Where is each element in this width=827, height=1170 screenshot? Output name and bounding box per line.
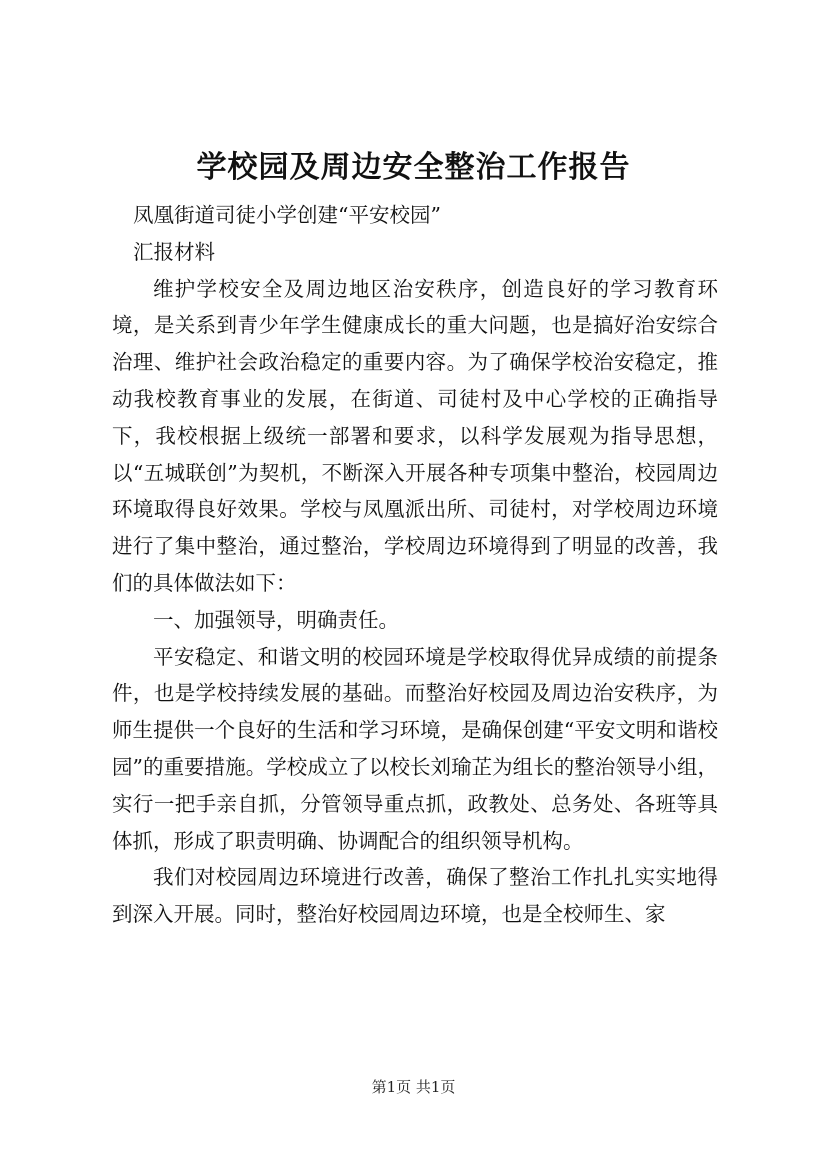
document-body (112, 197, 718, 933)
subtitle-line-2: 汇报材料 (133, 239, 215, 264)
paragraph-continued: 我们对校园周边环境进行改善，确保了整治工作扎扎实实地得到深入开展。同时，整治好校园周边环境，也是全校师生、家 (112, 865, 718, 927)
page-footer: 第1页 共1页 (371, 1078, 456, 1096)
section-heading-1: 一、加强领导，明确责任。 (153, 607, 399, 632)
subtitle-line-1: 凤凰街道司徒小学创建“平安校园” (133, 203, 441, 227)
paragraph-section-1: 平安稳定、和谐文明的校园环境是学校取得优异成绩的前提条件，也是学校持续发展的基础。而整治好校园及周边治安秩序，为师生提供一个良好的生活和学习环境，是确保创建“平安文明和谐校园”的重要措施。学校成立了以校长刘瑜芷为组长的整治领导小组，实行一把手亲自抓，分管领导重点抓，政教处、总务处、各班等具体抓，形成了职责明确、协调配合的组织领导机构。 (112, 644, 718, 853)
document-title: 学校园及周边安全整治工作报告 (196, 150, 631, 185)
paragraph-intro: 维护学校安全及周边地区治安秩序，创造良好的学习教育环境，是关系到青少年学生健康成长的重大问题，也是搞好治安综合治理、维护社会政治稳定的重要内容。为了确保学校治安稳定，推动我校教育事业的发展，在街道、司徒村及中心学校的正确指导下，我校根据上级统一部署和要求，以科学发展观为指导思想，以“五城联创”为契机，不断深入开展各种专项集中整治，校园周边环境取得良好效果。学校与凤凰派出所、司徒村，对学校周边环境进行了集中整治，通过整治，学校周边环境得到了明显的改善，我们的具体做法如下： (112, 276, 718, 595)
